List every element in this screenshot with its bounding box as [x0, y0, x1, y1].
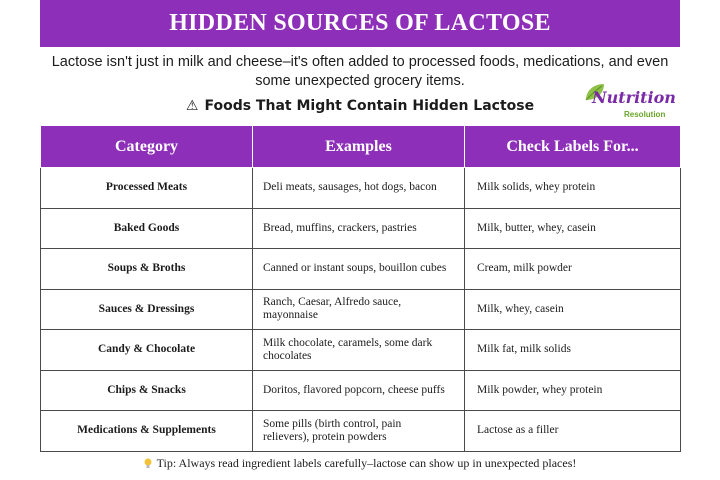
examples-cell: Doritos, flavored popcorn, cheese puffs — [253, 370, 465, 411]
examples-cell: Milk chocolate, caramels, some dark chocolates — [253, 330, 465, 371]
table-header-row — [41, 126, 681, 168]
category-cell: Soups & Broths — [41, 249, 253, 290]
category-cell: Candy & Chocolate — [41, 330, 253, 371]
category-cell: Medications & Supplements — [41, 411, 253, 452]
check-cell: Milk powder, whey protein — [465, 370, 681, 411]
table-row — [41, 411, 681, 452]
examples-cell: Bread, muffins, crackers, pastries — [253, 208, 465, 249]
examples-cell: Ranch, Caesar, Alfredo sauce, mayonnaise — [253, 289, 465, 330]
check-cell: Milk solids, whey protein — [465, 168, 681, 209]
table-row — [41, 249, 681, 290]
check-cell: Milk, whey, casein — [465, 289, 681, 330]
header-examples: Examples — [253, 126, 465, 168]
table-row — [41, 330, 681, 371]
table-row — [41, 208, 681, 249]
page-title: HIDDEN SOURCES OF LACTOSE — [169, 10, 551, 36]
table-row — [41, 289, 681, 330]
category-cell: Baked Goods — [41, 208, 253, 249]
category-cell: Processed Meats — [41, 168, 253, 209]
check-cell: Lactose as a filler — [465, 411, 681, 452]
header-category: Category — [41, 126, 253, 168]
tip-footer — [40, 456, 680, 471]
title-banner — [40, 0, 680, 47]
header-check-labels: Check Labels For... — [465, 126, 681, 168]
check-cell: Milk fat, milk solids — [465, 330, 681, 371]
check-cell: Cream, milk powder — [465, 249, 681, 290]
table-subheading — [150, 98, 570, 114]
examples-cell: Deli meats, sausages, hot dogs, bacon — [253, 168, 465, 209]
warning-icon: ⚠ — [185, 98, 199, 114]
subheading-text: Foods That Might Contain Hidden Lactose — [204, 98, 535, 114]
lightbulb-icon — [144, 458, 152, 470]
examples-cell: Canned or instant soups, bouillon cubes — [253, 249, 465, 290]
intro-text: Lactose isn't just in milk and cheese–it's often added to processed foods, medications, and even some unexpected grocery items. — [51, 54, 669, 89]
category-cell: Sauces & Dressings — [41, 289, 253, 330]
logo-tagline: Resolution — [624, 110, 666, 119]
table-row — [41, 168, 681, 209]
check-cell: Milk, butter, whey, casein — [465, 208, 681, 249]
hidden-lactose-table — [40, 125, 681, 452]
category-cell: Chips & Snacks — [41, 370, 253, 411]
table-row — [41, 370, 681, 411]
nutrition-resolution-logo — [578, 80, 688, 124]
examples-cell: Some pills (birth control, pain relievers), protein powders — [253, 411, 465, 452]
tip-text: Tip: Always read ingredient labels carefully–lactose can show up in unexpected places! — [156, 456, 577, 470]
logo-name: Nutrition — [592, 88, 676, 107]
